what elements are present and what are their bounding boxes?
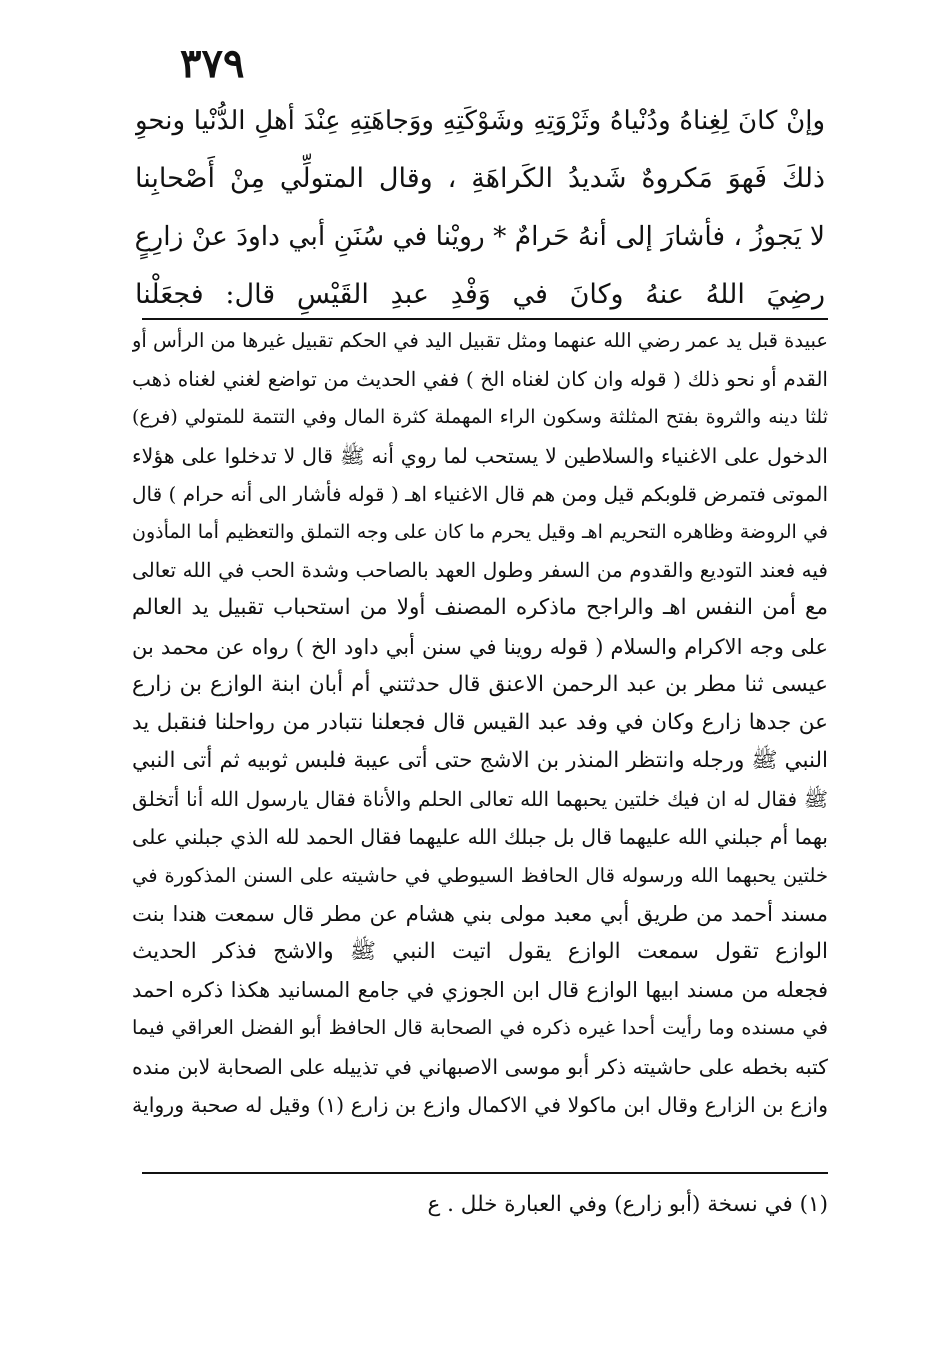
commentary-line: خلتين يحبهما الله ورسوله قال الحافظ السيوطي في حاشيته على السنن المذكورة في — [132, 863, 828, 887]
main-text-line: لا يَجوزُ ، فأشارَ إلى أنهُ حَرامٌ * رويْنا في سُنَنِ أبي داودَ عنْ زارِعٍ — [135, 221, 825, 252]
commentary-line: فجعله من مسند ابيها الوازع قال ابن الجوزي في جامع المسانيد هكذا ذكره احمد — [132, 978, 828, 1003]
commentary-line: القدم أو نحو ذلك ( قوله وان كان لغناه الخ ) ففي الحديث من تواضع لغني لغناه ذهب — [132, 367, 828, 392]
main-text-line: رضِيَ اللهُ عنهُ وكانَ في وَفْدِ عبدِ القَيْسِ قال: فجعَلْنا — [135, 279, 825, 310]
commentary-line: النبي ﷺ ورجله وانتظر المنذر بن الاشج حتى أتى عيبة فلبس ثوبيه ثم أتى النبي — [132, 748, 828, 774]
commentary-line: مسند أحمد من طريق أبي معبد مولى بني هشام عن مطر قال سمعت هندا بنت — [132, 901, 828, 926]
commentary-line: عيسى ثنا مطر بن عبد الرحمن الاعنق قال حدثتني أم أبان ابنة الوازع بن زارع — [132, 671, 828, 697]
commentary-line: بهما أم جبلني الله عليهما قال بل جبلك الله عليهما فقال الحمد لله الذي جبلني على — [132, 825, 828, 850]
commentary-line: على وجه الاكرام والسلام ( قوله روينا في سنن أبي داود الخ ) رواه عن محمد بن — [132, 634, 828, 659]
footnote-divider — [142, 1172, 828, 1174]
commentary-line: عن جدها زارع وكان في وفد عبد القيس قال فجعلنا نتبادر من رواحلنا فنقبل يد — [132, 709, 828, 735]
commentary-line: الوازع تقول سمعت الوازع يقول اتيت النبي ﷺ والاشج فذكر الحديث — [132, 939, 828, 964]
main-text-line: ذلكَ فَهوَ مَكروهٌ شَديدُ الكَراهَةِ ، وقال المتولِّي مِنْ أَصْحابِنا — [135, 163, 825, 194]
commentary-line: مع أمن النفس اهـ والراجح ماذكره المصنف أولا من استحباب تقبيل يد العالم — [132, 595, 828, 621]
commentary-line: فيه فعند التوديع والقدوم من السفر وطول العهد بالصاحب وشدة الحب في الله تعالى — [132, 558, 828, 583]
commentary-line: وازع بن الزارع وقال ابن ماكولا في الاكمال وازع بن زارع (١) وقيل له صحبة ورواية — [132, 1092, 828, 1117]
commentary-line: الموتى فتمرض قلوبكم قيل ومن هم قال الاغنياء اهـ ( قوله فأشار الى أنه حرام ) قال — [132, 481, 828, 506]
commentary-text — [132, 322, 828, 1124]
commentary-divider — [142, 318, 828, 320]
commentary-line: عبيدة قبل يد عمر رضي الله عنهما ومثل تقبيل اليد في الحكم تقبيل غيرها من الرأس أو — [132, 329, 828, 352]
footnote: (١) في نسخة (أبو زارع) وفي العبارة خلل . ع — [427, 1192, 828, 1217]
main-text-line: وإنْ كانَ لِغِناهُ ودُنْياهُ وثَرْوَتِهِ وشَوْكَتِهِ ووَجاهَتِهِ عِنْدَ أهلِ الدُّنْيا ونحوِ — [135, 106, 825, 136]
commentary-line: ثلثا دينه والثروة بفتح المثلثة وسكون الراء المهملة كثرة المال وفي التتمة للمتولي (فرع) — [132, 406, 828, 429]
commentary-line: في الروضة وظاهره التحريم اهـ وقيل يحرم ما كان على وجه التملق والتعظيم أما المأذون — [132, 520, 828, 543]
commentary-line: ﷺ فقال له ان فيك خلتين يحبهما الله تعالى الحلم والأناة فقال يارسول الله أنا أتخلق — [132, 787, 828, 812]
commentary-line: كتبه بخطه على حاشيته ذكر أبو موسى الاصبهاني في تذييله على الصحابة لابن منده — [132, 1054, 828, 1079]
commentary-line: في مسنده وما رأيت أحدا غيره ذكره في الصحابة قال الحافظ أبو الفضل العراقي فيما — [132, 1016, 828, 1040]
page-number: ٣٧٩ — [180, 40, 245, 87]
commentary-line: الدخول على الاغنياء والسلاطين لا يستحب لما روي أنه ﷺ قال لا تدخلوا على هؤلاء — [132, 443, 828, 468]
main-text — [135, 92, 825, 324]
